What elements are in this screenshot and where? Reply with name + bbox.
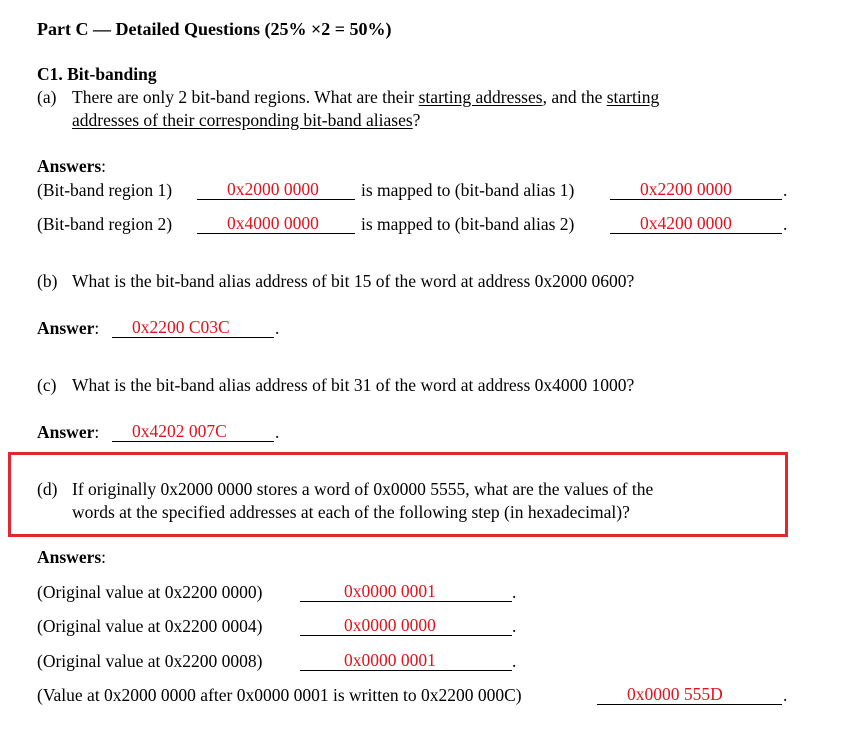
region-1-mapping-text: is mapped to (bit-band alias 1) [361,180,575,200]
answers-colon: : [101,156,107,176]
part-c-answer-blank [112,421,274,442]
answer-label-text: Answer [37,422,95,442]
answers-label-a [37,156,106,176]
part-b-answer-blank [112,317,274,338]
part-b-text: What is the bit-band alias address of bit 15 of the word at address 0x2000 0600? [72,271,635,291]
d-row-3-label: (Original value at 0x2200 0008) [37,651,263,671]
part-b-answer: 0x2200 C03C [132,317,230,337]
question-title: C1. Bit-banding [37,64,157,84]
part-a-line1 [72,87,659,107]
d-row-4-answer-blank [597,684,782,705]
d-row-3-period: . [512,651,517,671]
d-row-1-label: (Original value at 0x2200 0000) [37,582,263,602]
region-2-mapping-text: is mapped to (bit-band alias 2) [361,214,575,234]
d-row-4-label: (Value at 0x2000 0000 after 0x0000 0001 is written to 0x2200 000C) [37,685,522,705]
region-1-label: (Bit-band region 1) [37,180,173,200]
answer-colon: : [94,318,100,338]
part-b-period: . [275,318,280,338]
d-row-4-period: . [783,685,788,705]
answer-colon: : [94,422,100,442]
alias-2-answer-blank [610,213,782,234]
answers-label-text: Answers [37,547,102,567]
d-row-2-period: . [512,616,517,636]
part-a-text-mid: , and the [542,87,607,107]
part-d-line2: words at the specified addresses at each of the following step (in hexadecimal)? [72,502,630,522]
d-row-1-answer-blank [300,581,512,602]
part-a-letter: (a) [37,87,57,107]
part-a-underline-2: starting [606,87,660,107]
part-c-answer-label [37,422,99,442]
region-1-answer: 0x2000 0000 [227,179,319,199]
alias-1-answer: 0x2200 0000 [640,179,732,199]
alias-2-answer: 0x4200 0000 [640,213,732,233]
part-c-period: . [275,422,280,442]
part-c-letter: (c) [37,375,57,395]
part-a-question-mark: ? [412,110,421,130]
region-2-label: (Bit-band region 2) [37,214,173,234]
part-c-answer: 0x4202 007C [132,421,227,441]
d-row-2-label: (Original value at 0x2200 0004) [37,616,263,636]
region-2-answer-blank [197,213,355,234]
answers-colon: : [101,547,107,567]
row-2-period: . [783,214,788,234]
row-1-period: . [783,180,788,200]
region-2-answer: 0x4000 0000 [227,213,319,233]
answers-label-d [37,547,106,567]
answers-label-text: Answers [37,156,102,176]
part-a-underline-1: starting addresses [418,87,543,107]
part-a-text: There are only 2 bit-band regions. What are their [72,87,419,107]
d-row-2-answer: 0x0000 0000 [344,615,436,635]
d-row-4-answer: 0x0000 555D [627,684,723,704]
part-d-letter: (d) [37,479,58,499]
d-row-1-answer: 0x0000 0001 [344,581,436,601]
part-a-line2 [72,110,420,130]
part-d-line1: If originally 0x2000 0000 stores a word of 0x0000 5555, what are the values of the [72,479,654,499]
part-b-letter: (b) [37,271,58,291]
part-c-text: What is the bit-band alias address of bit 31 of the word at address 0x4000 1000? [72,375,635,395]
d-row-2-answer-blank [300,615,512,636]
section-title: Part C — Detailed Questions (25% ×2 = 50%) [37,19,392,39]
d-row-3-answer: 0x0000 0001 [344,650,436,670]
d-row-1-period: . [512,582,517,602]
answer-label-text: Answer [37,318,95,338]
region-1-answer-blank [197,179,355,200]
part-a-underline-3: addresses of their corresponding bit-band aliases [72,110,413,130]
d-row-3-answer-blank [300,650,512,671]
alias-1-answer-blank [610,179,782,200]
part-b-answer-label [37,318,99,338]
